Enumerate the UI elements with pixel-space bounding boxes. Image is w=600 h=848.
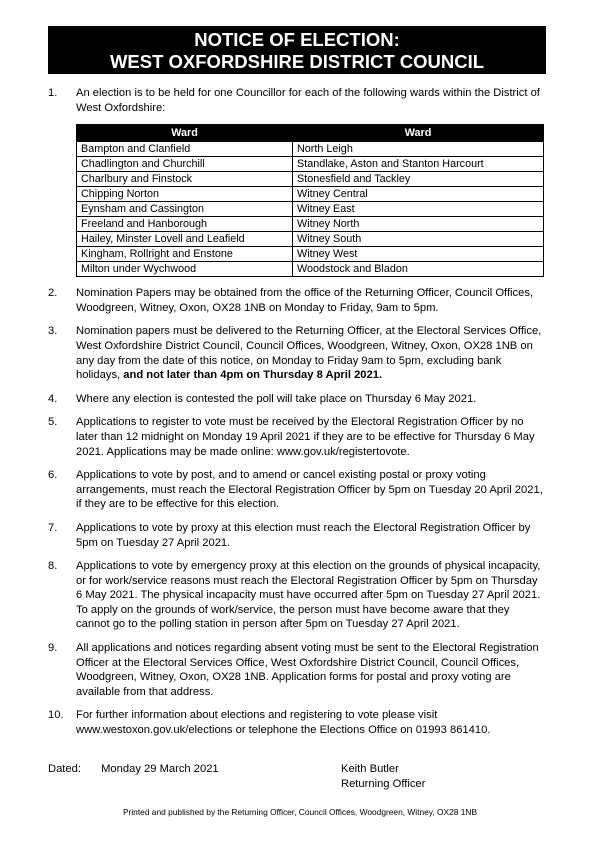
date-line xyxy=(48,762,219,777)
ward-header-left: Ward xyxy=(77,125,293,142)
paragraph-text: Nomination Papers may be obtained from the office of the Returning Officer, Council Offices, Woodgreen, Witney, Oxon, OX28 1NB on Monday to Friday, 9am to 5pm. xyxy=(76,287,534,314)
table-row xyxy=(77,217,544,232)
ward-cell: Charlbury and Finstock xyxy=(77,172,293,187)
ward-cell: Witney South xyxy=(293,232,544,247)
paragraph-text: All applications and notices regarding absent voting must be sent to the Electoral Registration Officer at the Electoral Services Office, West Oxfordshire District Council, Council Offices, Woodgreen, Witney, Oxon, OX28 1NB. Application forms for postal and proxy voting are available from that address. xyxy=(76,642,539,698)
ward-cell: Woodstock and Bladon xyxy=(293,262,544,277)
ward-cell: Stonesfield and Tackley xyxy=(293,172,544,187)
signer-role: Returning Officer xyxy=(341,777,426,790)
ward-cell: Witney North xyxy=(293,217,544,232)
paragraph-number: 6. xyxy=(48,469,58,482)
title-line-1: NOTICE OF ELECTION: xyxy=(194,29,400,50)
dated-value: Monday 29 March 2021 xyxy=(101,763,219,775)
paragraph-text: Applications to vote by proxy at this election must reach the Electoral Registration Officer by 5pm on Tuesday 27 April 2021. xyxy=(76,521,531,549)
paragraph-8 xyxy=(48,559,546,632)
ward-cell: Hailey, Minster Lovell and Leafield xyxy=(77,232,293,247)
paragraph-3 xyxy=(48,324,546,382)
table-row xyxy=(77,202,544,217)
imprint-footer: Printed and published by the Returning Officer, Council Offices, Woodgreen, Witney, OX28 1NB xyxy=(122,807,478,817)
table-row xyxy=(77,187,544,202)
signer-name: Keith Butler xyxy=(341,763,399,775)
paragraph-text: An election is to be held for one Councillor for each of the following wards within the District of West Oxfordshire: xyxy=(76,87,540,114)
title-line-2: WEST OXFORDSHIRE DISTRICT COUNCIL xyxy=(109,51,485,72)
paragraph-1 xyxy=(48,86,546,115)
table-row xyxy=(77,232,544,247)
ward-header-right: Ward xyxy=(293,125,544,142)
ward-cell: Freeland and Hanborough xyxy=(77,217,293,232)
paragraph-2 xyxy=(48,286,546,315)
ward-cell: Chipping Norton xyxy=(77,187,293,202)
ward-cell: Eynsham and Cassington xyxy=(77,202,293,217)
table-row xyxy=(77,142,544,157)
paragraph-number: 7. xyxy=(48,521,58,534)
paragraph-number: 1. xyxy=(48,87,58,99)
ward-table-header xyxy=(77,125,544,142)
ward-table xyxy=(76,124,544,277)
paragraph-number: 9. xyxy=(48,642,58,655)
paragraph-4 xyxy=(48,392,546,407)
ward-cell: Witney East xyxy=(293,202,544,217)
ward-cell: Bampton and Clanfield xyxy=(77,142,293,157)
ward-cell: North Leigh xyxy=(293,142,544,157)
table-row xyxy=(77,262,544,277)
paragraph-text: Applications to vote by post, and to amend or cancel existing postal or proxy voting arrangements, must reach the Electoral Registration Officer by 5pm on Tuesday 20 April 2021, if they are to be effective for this election. xyxy=(76,469,543,511)
paragraph-number: 3. xyxy=(48,325,58,338)
paragraph-number: 4. xyxy=(48,392,58,405)
paragraph-text: Applications to vote by emergency proxy at this election on the grounds of physical incapacity, or for work/service reasons must reach the Electoral Registration Officer by 5pm on Thursday 6 May 2021. The physical incapacity must have occurred after 5pm on Tuesday 27 April 2021. To apply on the grounds of work/service, the person must have become aware that they cannot go to the polling station in person after 5pm on Tuesday 27 April 2021. xyxy=(76,560,541,631)
paragraph-7 xyxy=(48,521,546,550)
deadline-text: and not later than 4pm on Thursday 8 April 2021. xyxy=(123,369,383,382)
notice-body xyxy=(48,86,546,747)
paragraph-text: Where any election is contested the poll will take place on Thursday 6 May 2021. xyxy=(76,392,477,405)
ward-cell: Witney Central xyxy=(293,187,544,202)
paragraph-number: 10. xyxy=(48,709,64,722)
paragraph-9 xyxy=(48,641,546,699)
paragraph-number: 5. xyxy=(48,416,58,429)
paragraph-6 xyxy=(48,468,546,512)
signature-block xyxy=(341,762,425,791)
ward-cell: Milton under Wychwood xyxy=(77,262,293,277)
dated-label: Dated: xyxy=(48,763,81,775)
paragraph-number: 8. xyxy=(48,560,58,573)
paragraph-text: Nomination papers must be delivered to the Returning Officer, at the Electoral Services Office, West Oxfordshire District Council, Council Offices, Woodgreen, Witney, Oxon, OX28 1NB on any day from the date of this notice, on Monday to Friday 9am to 5pm, excluding bank holidays, xyxy=(76,325,542,382)
ward-cell: Standlake, Aston and Stanton Harcourt xyxy=(293,157,544,172)
notice-title xyxy=(48,26,546,74)
paragraph-10 xyxy=(48,708,546,737)
paragraph-text: Applications to register to vote must be received by the Electoral Registration Officer by no later than 12 midnight on Monday 19 April 2021 if they are to be effective for Thursday 6 May 2021. Applications may be made online: www.gov.uk/registertovote. xyxy=(76,416,535,458)
table-row xyxy=(77,157,544,172)
ward-cell: Witney West xyxy=(293,247,544,262)
ward-cell: Chadlington and Churchill xyxy=(77,157,293,172)
paragraph-5 xyxy=(48,415,546,459)
paragraph-number: 2. xyxy=(48,287,58,300)
ward-cell: Kingham, Rollright and Enstone xyxy=(77,247,293,262)
table-row xyxy=(77,247,544,262)
paragraph-text: For further information about elections and registering to vote please visit www.westoxon.gov.uk/elections or telephone the Elections Office on 01993 861410. xyxy=(76,709,491,737)
table-row xyxy=(77,172,544,187)
